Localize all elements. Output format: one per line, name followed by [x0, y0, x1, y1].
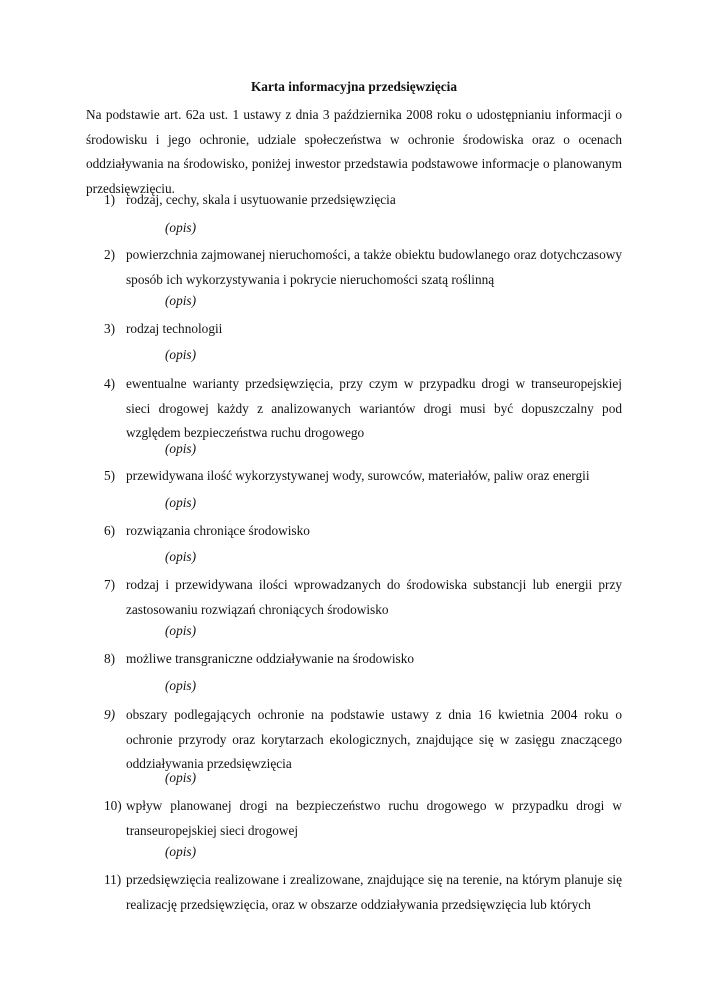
item-text: rodzaj technologii: [126, 321, 223, 336]
description-placeholder: (opis): [165, 293, 197, 308]
list-item: [86, 868, 622, 917]
list-item: [86, 372, 622, 446]
item-text: rozwiązania chroniące środowisko: [126, 523, 310, 538]
description-placeholder: (opis): [165, 844, 197, 859]
description-placeholder: (opis): [165, 441, 197, 456]
item-number: 10): [104, 798, 122, 813]
list-item: [86, 317, 622, 342]
list-item: [86, 647, 622, 672]
document-title: Karta informacyjna przedsięwzięcia: [250, 79, 458, 94]
list-item: [86, 703, 622, 777]
item-text: przedsięwzięcia realizowane i zrealizowane, znajdujące się na terenie, na którym planuje się realizację przedsięwzięcia, oraz w obszarze oddziaływania przedsięwzięcia lub których: [126, 872, 622, 912]
description-placeholder: (opis): [165, 678, 197, 693]
list-item: [86, 573, 622, 622]
list-item: [86, 519, 622, 544]
item-number: 3): [104, 321, 116, 336]
list-item: [86, 464, 622, 489]
description-placeholder: (opis): [165, 623, 197, 638]
description-placeholder: (opis): [165, 495, 197, 510]
item-text: wpływ planowanej drogi na bezpieczeństwo ruchu drogowego w przypadku drogi w transeuropejskiej sieci drogowej: [126, 798, 622, 838]
item-text: możliwe transgraniczne oddziaływanie na środowisko: [126, 651, 415, 666]
item-number: 9): [104, 707, 116, 722]
intro-paragraph: Na podstawie art. 62a ust. 1 ustawy z dnia 3 października 2008 roku o udostępnianiu informacji o środowisku i jego ochronie, udziale społeczeństwa w ochronie środowiska oraz o ocenach oddziaływania na środowisko, poniżej inwestor przedstawia podstawowe informacje o planowanym przedsięwzięciu.: [86, 107, 622, 196]
item-number: 11): [104, 872, 122, 887]
item-text: rodzaj, cechy, skala i usytuowanie przedsięwzięcia: [126, 192, 396, 207]
description-placeholder: (opis): [165, 770, 197, 785]
item-text: obszary podlegających ochronie na podstawie ustawy z dnia 16 kwietnia 2004 roku o ochronie przyrody oraz korytarzach ekologicznych, znajdujące się w zasięgu znaczącego oddziaływania przedsięwzięcia: [126, 707, 622, 771]
list-item: [86, 794, 622, 843]
list-item: [86, 188, 622, 213]
list-item: [86, 243, 622, 292]
item-number: 7): [104, 577, 116, 592]
item-text: przewidywana ilość wykorzystywanej wody, surowców, materiałów, paliw oraz energii: [126, 468, 590, 483]
item-text: ewentualne warianty przedsięwzięcia, przy czym w przypadku drogi w transeuropejskiej sieci drogowej każdy z analizowanych wariantów drogi musi być dopuszczalny pod względem bezpieczeństwa ruchu drogowego: [126, 376, 622, 440]
item-number: 6): [104, 523, 116, 538]
description-placeholder: (opis): [165, 347, 197, 362]
description-placeholder: (opis): [165, 220, 197, 235]
item-number: 4): [104, 376, 116, 391]
item-number: 1): [104, 192, 116, 207]
item-number: 2): [104, 247, 116, 262]
item-number: 8): [104, 651, 116, 666]
item-text: powierzchnia zajmowanej nieruchomości, a także obiektu budowlanego oraz dotychczasowy sposób ich wykorzystywania i pokrycie nieruchomości szatą roślinną: [126, 247, 622, 287]
item-text: rodzaj i przewidywana ilości wprowadzanych do środowiska substancji lub energii przy zastosowaniu rozwiązań chroniących środowisko: [126, 577, 622, 617]
description-placeholder: (opis): [165, 549, 197, 564]
item-number: 5): [104, 468, 116, 483]
